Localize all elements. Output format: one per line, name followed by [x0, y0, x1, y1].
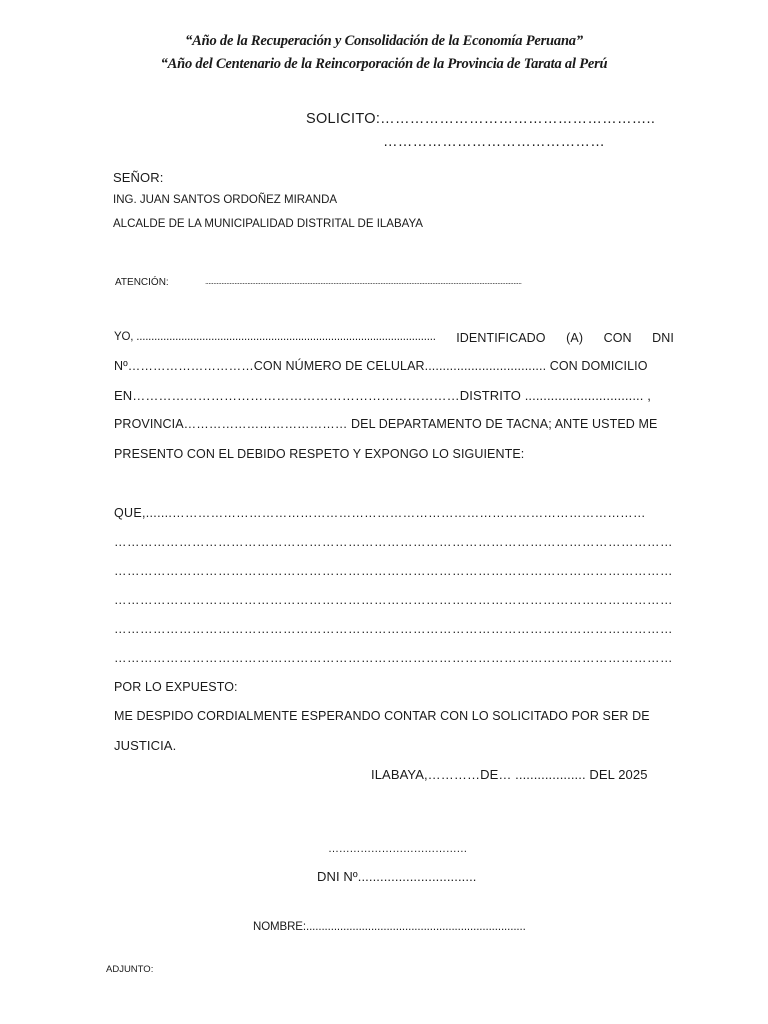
- solicito-line-2: ………………………………………: [383, 134, 605, 150]
- body-line-3: EN…………………………………………………………………DISTRITO ................................ ,: [114, 388, 651, 403]
- body-con: CON: [603, 331, 632, 345]
- que-dotted-line: …………………………………………………………………………………………………………………: [114, 622, 673, 636]
- que-line: QUE,.......…………………………………………………………………………………………………: [114, 506, 646, 520]
- signature-line: …………………………………: [328, 843, 468, 855]
- attention-dots: ...................................................................................................................................................................................................: [205, 277, 522, 286]
- attention-label: ATENCIÓN:: [115, 277, 169, 288]
- solicito-line-1: SOLICITO:………………………………………………..: [306, 111, 656, 127]
- adjunto-label: ADJUNTO:: [106, 964, 154, 975]
- body-line-1: [114, 331, 674, 345]
- body-identificado: IDENTIFICADO: [456, 331, 546, 345]
- que-dotted-line: …………………………………………………………………………………………………………………: [114, 651, 673, 665]
- que-dotted-line: …………………………………………………………………………………………………………………: [114, 564, 673, 578]
- header-year-line-2: “Año del Centenario de la Reincorporación de la Provincia de Tarata al Perú: [160, 56, 608, 72]
- body-line-2: Nº…………………………CON NÚMERO DE CELULAR.................................. CON DOMICILIO: [114, 359, 648, 373]
- body-a: (A): [566, 331, 584, 345]
- justicia: JUSTICIA.: [114, 738, 177, 753]
- signature-dni: DNI Nº................................: [317, 869, 477, 884]
- body-line-5: PRESENTO CON EL DEBIDO RESPETO Y EXPONGO LO SIGUIENTE:: [114, 447, 525, 461]
- por-lo-expuesto: POR LO EXPUESTO:: [114, 680, 238, 694]
- body-yo: YO, ....................................................................................................: [114, 331, 436, 343]
- header-year-line-1: “Año de la Recuperación y Consolidación de la Economía Peruana”: [185, 33, 583, 49]
- addressee-position: ALCALDE DE LA MUNICIPALIDAD DISTRITAL DE ILABAYA: [113, 218, 423, 230]
- que-dotted-line: …………………………………………………………………………………………………………………: [114, 593, 673, 607]
- salutation: SEÑOR:: [113, 170, 164, 185]
- body-dni: DNI: [652, 331, 674, 345]
- signature-nombre: NOMBRE:.......................................................................: [253, 921, 526, 933]
- addressee-name: ING. JUAN SANTOS ORDOÑEZ MIRANDA: [113, 194, 338, 206]
- body-line-4: PROVINCIA………………………………… DEL DEPARTAMENTO DE TACNA; ANTE USTED ME: [114, 417, 658, 431]
- place-date: ILABAYA,…………DE… ................... DEL 2025: [371, 767, 648, 782]
- despedida: ME DESPIDO CORDIALMENTE ESPERANDO CONTAR CON LO SOLICITADO POR SER DE: [114, 709, 650, 723]
- que-dotted-line: …………………………………………………………………………………………………………………: [114, 535, 673, 549]
